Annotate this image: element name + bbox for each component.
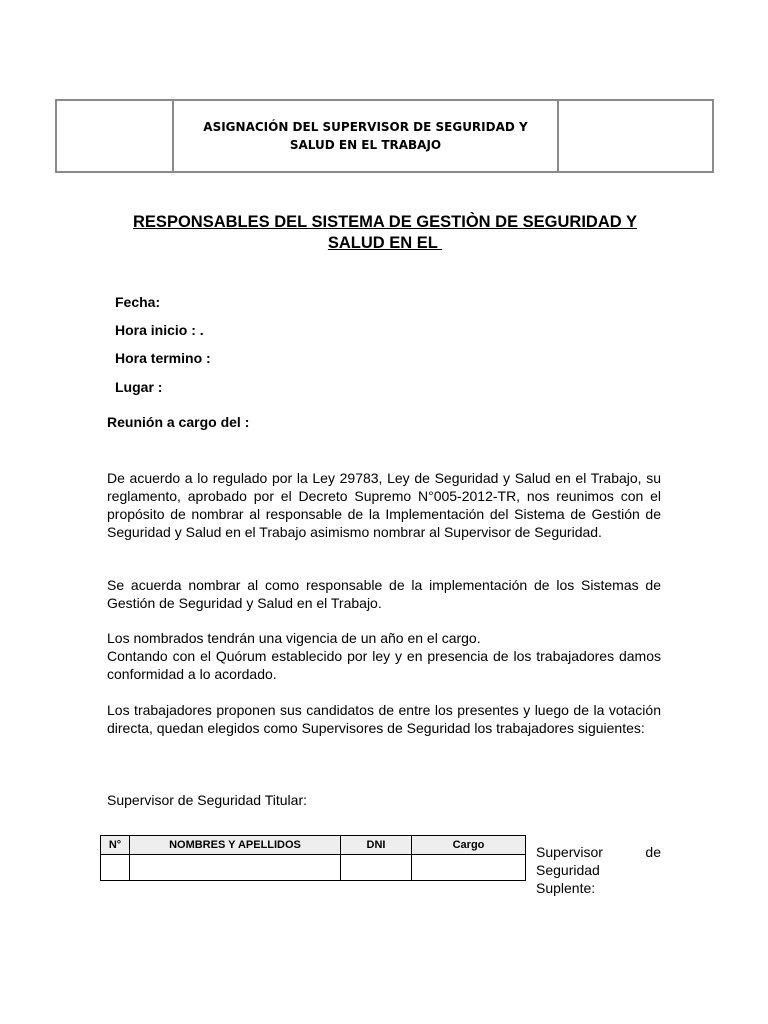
paragraph-3 xyxy=(107,629,661,683)
document-title-line-2: SALUD EN EL xyxy=(327,234,443,252)
hora-inicio-label: Hora inicio : . xyxy=(115,322,204,338)
lugar-label: Lugar : xyxy=(115,379,163,395)
header-code-cell xyxy=(558,100,713,172)
paragraph-4: Los trabajadores proponen sus candidatos de entre los presentes y luego de la votación directa, quedan elegidos como Supervisores de Seguridad los trabajadores siguientes: xyxy=(107,702,661,736)
table-header-row xyxy=(101,836,526,855)
header-title-line-1: ASIGNACIÓN DEL SUPERVISOR DE SEGURIDAD Y xyxy=(203,120,528,134)
supervisor-table xyxy=(100,835,526,881)
header-logo-cell xyxy=(56,100,173,172)
fecha-label: Fecha: xyxy=(115,294,161,310)
table-cell[interactable] xyxy=(412,855,526,881)
paragraph-3-line-1: Los nombrados tendrán una vigencia de un año en el cargo. xyxy=(107,630,481,646)
table-cell[interactable] xyxy=(130,855,341,881)
paragraph-3-line-2: Contando con el Quórum establecido por ley y en presencia de los trabajadores damos conformidad a lo acordado. xyxy=(107,648,661,682)
header-title xyxy=(174,118,557,154)
suplente-label: Supervisor de Seguridad Suplente: xyxy=(536,844,661,896)
table-header-number: N° xyxy=(101,836,130,855)
reunion-label: Reunión a cargo del : xyxy=(107,414,250,430)
hora-termino-label: Hora termino : xyxy=(115,350,211,366)
titular-label: Supervisor de Seguridad Titular: xyxy=(107,792,307,808)
document-title-line-1: RESPONSABLES DEL SISTEMA DE GESTIÒN DE SEGURIDAD Y xyxy=(133,213,637,231)
header-title-line-2: SALUD EN EL TRABAJO xyxy=(289,138,442,152)
table-header-cargo: Cargo xyxy=(412,836,526,855)
table-header-dni: DNI xyxy=(341,836,412,855)
header-title-cell xyxy=(173,100,558,172)
paragraph-1: De acuerdo a lo regulado por la Ley 29783, Ley de Seguridad y Salud en el Trabajo, su reglamento, aprobado por el Decreto Supremo N°005-2012-TR, nos reunimos con el propósito de nombrar al responsable de la Implementación del Sistema de Gestión de Seguridad y Salud en el Trabajo asimismo nombrar al Supervisor de Seguridad. xyxy=(107,470,661,540)
table-row xyxy=(101,855,526,881)
header-table xyxy=(55,99,714,173)
table-cell[interactable] xyxy=(101,855,130,881)
document-title xyxy=(100,212,670,254)
table-header-names: NOMBRES Y APELLIDOS xyxy=(130,836,341,855)
table-cell[interactable] xyxy=(341,855,412,881)
paragraph-2: Se acuerda nombrar al como responsable de la implementación de los Sistemas de Gestión de Seguridad y Salud en el Trabajo. xyxy=(107,577,661,611)
